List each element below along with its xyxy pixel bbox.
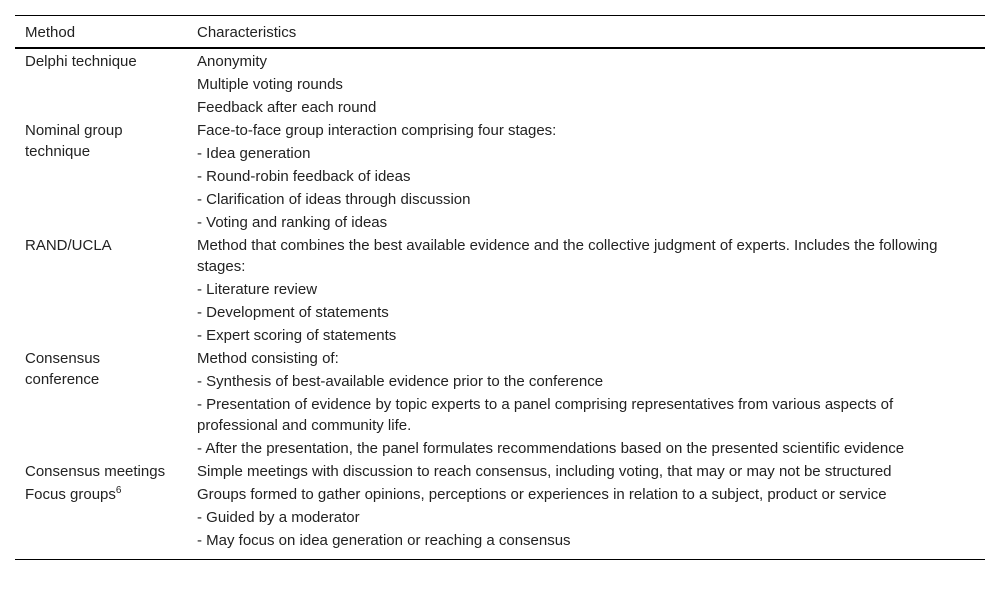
- methods-table-container: [15, 15, 985, 560]
- characteristic-line: Simple meetings with discussion to reach consensus, including voting, that may or may not be structured: [197, 463, 892, 480]
- method-cell: [15, 120, 187, 235]
- method-column-header: Method: [25, 24, 76, 41]
- reference-superscript: 6: [115, 485, 122, 496]
- table-body: [15, 48, 985, 560]
- table-row: [15, 48, 985, 120]
- table-row: [15, 461, 985, 484]
- characteristic-line: - Guided by a moderator: [197, 509, 360, 526]
- characteristic-line: Multiple voting rounds: [197, 76, 343, 93]
- method-name: Consensus meetings: [25, 463, 166, 480]
- table-header: [15, 16, 985, 49]
- characteristic-line: - Expert scoring of statements: [197, 327, 397, 344]
- characteristic-line: - May focus on idea generation or reaching a consensus: [197, 532, 571, 549]
- characteristic-line: - After the presentation, the panel formulates recommendations based on the presented scientific evidence: [197, 440, 905, 457]
- characteristic-line: Method consisting of:: [197, 350, 339, 367]
- characteristics-cell: [187, 484, 985, 560]
- characteristic-line: - Idea generation: [197, 145, 311, 162]
- characteristic-line: Groups formed to gather opinions, perceptions or experiences in relation to a subject, product or service: [197, 486, 887, 503]
- characteristic-line: - Voting and ranking of ideas: [197, 214, 388, 231]
- characteristic-line: - Development of statements: [197, 304, 389, 321]
- method-cell: [15, 461, 187, 484]
- characteristics-cell: [187, 348, 985, 461]
- method-name: Consensus conference: [25, 350, 101, 388]
- method-name: Nominal group technique: [25, 122, 123, 160]
- method-cell: [15, 235, 187, 348]
- characteristic-line: - Synthesis of best-available evidence prior to the conference: [197, 373, 604, 390]
- method-name: RAND/UCLA: [25, 237, 112, 254]
- method-name: Focus groups: [25, 486, 116, 503]
- method-cell: [15, 348, 187, 461]
- characteristics-cell: [187, 120, 985, 235]
- characteristic-line: - Round-robin feedback of ideas: [197, 168, 411, 185]
- method-cell: [15, 48, 187, 120]
- characteristic-line: Method that combines the best available evidence and the collective judgment of experts. Includes the following stages:: [197, 237, 938, 275]
- characteristic-line: Feedback after each round: [197, 99, 377, 116]
- table-row: [15, 120, 985, 235]
- characteristic-line: Face-to-face group interaction comprising four stages:: [197, 122, 557, 139]
- method-cell: [15, 484, 187, 560]
- characteristics-column-header: Characteristics: [197, 24, 297, 41]
- characteristics-cell: [187, 461, 985, 484]
- methods-table: [15, 15, 985, 560]
- characteristic-line: - Clarification of ideas through discussion: [197, 191, 471, 208]
- characteristics-cell: [187, 48, 985, 120]
- header-row: [15, 16, 985, 49]
- characteristic-line: - Presentation of evidence by topic experts to a panel comprising representatives from various aspects of professional and community life.: [197, 396, 894, 434]
- characteristics-cell: [187, 235, 985, 348]
- table-row: [15, 235, 985, 348]
- table-row: [15, 348, 985, 461]
- characteristic-line: - Literature review: [197, 281, 318, 298]
- characteristic-line: Anonymity: [197, 53, 268, 70]
- table-row: [15, 484, 985, 560]
- method-name: Delphi technique: [25, 53, 137, 70]
